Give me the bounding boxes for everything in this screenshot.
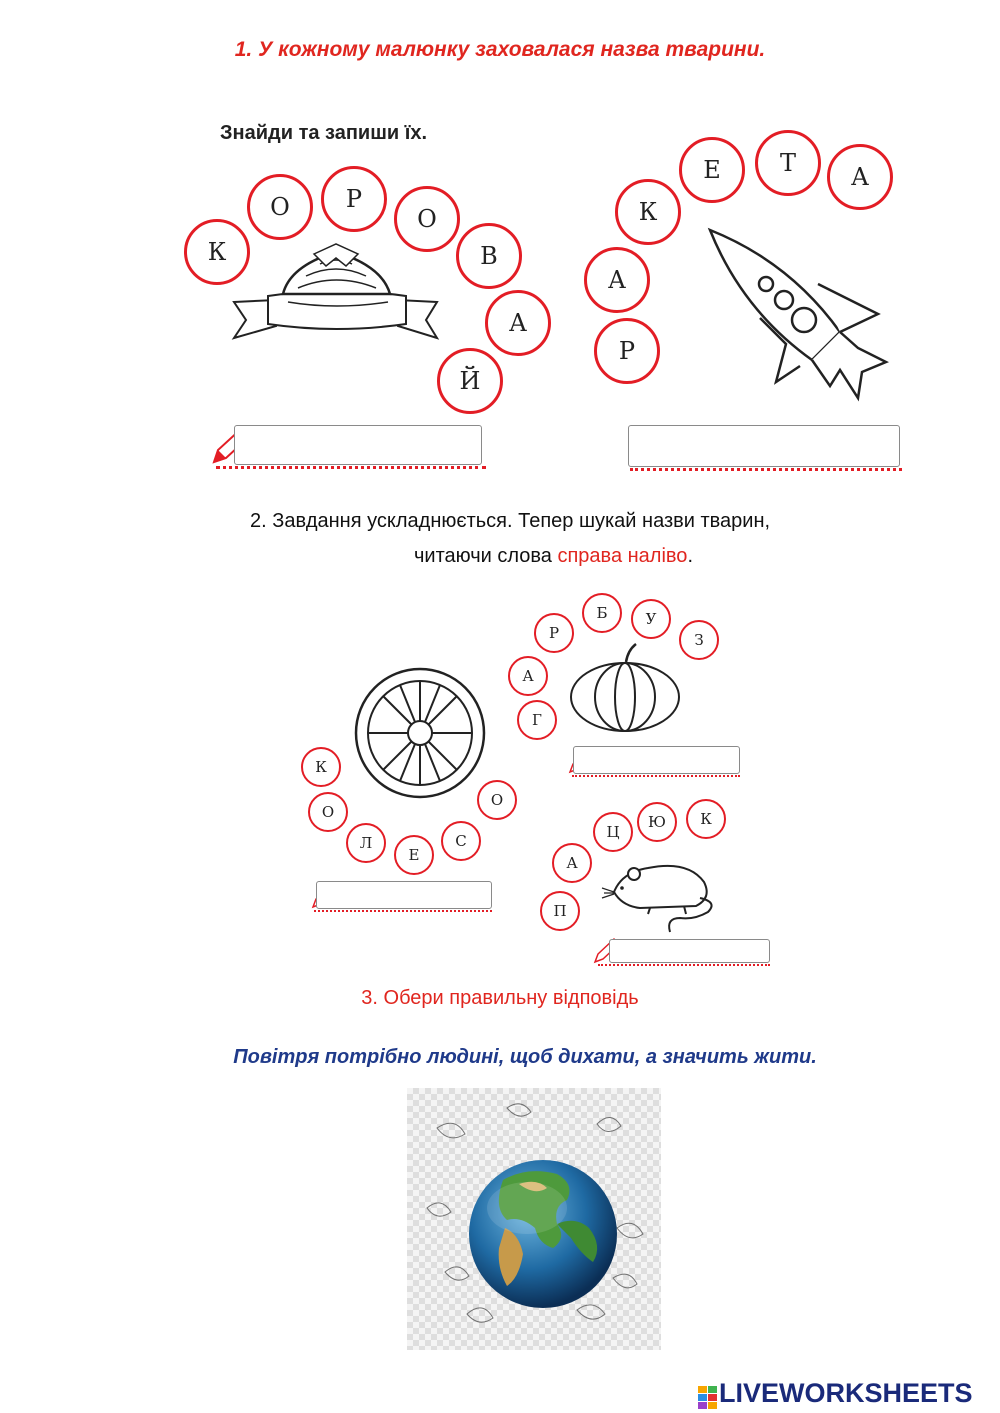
- task2-instruction-line1: 2. Завдання ускладнюється. Тепер шукай назви тварин,: [250, 510, 771, 532]
- answer-field-4[interactable]: [316, 881, 492, 909]
- letter-circle: А: [584, 247, 650, 313]
- letter-circle: У: [631, 599, 671, 639]
- letter-circle: А: [552, 843, 592, 883]
- liveworksheets-logo: [697, 1378, 973, 1412]
- letter-circle: К: [686, 799, 726, 839]
- earth-globe-illustration: [407, 1088, 661, 1350]
- earth-image: [407, 1088, 661, 1350]
- letter-circle: П: [540, 891, 580, 931]
- pumpkin-illustration: [566, 640, 684, 734]
- answer-field-5[interactable]: [609, 939, 770, 963]
- letter-circle: О: [247, 174, 313, 240]
- letter-circle: В: [456, 223, 522, 289]
- cake-illustration: [228, 236, 443, 346]
- letter-circle: Й: [437, 348, 503, 414]
- dotted-line: [314, 910, 492, 912]
- letter-circle: Ю: [637, 802, 677, 842]
- task2-instruction-line2: читаючи слова справа наліво.: [414, 545, 693, 567]
- answer-field-1[interactable]: [234, 425, 482, 465]
- dotted-line: [598, 964, 770, 966]
- letter-circle: О: [308, 792, 348, 832]
- letter-circle: З: [679, 620, 719, 660]
- task3-statement: Повітря потрібно людині, щоб дихати, а значить жити.: [233, 1046, 817, 1068]
- task2-highlight: справа наліво: [557, 545, 688, 567]
- mouse-illustration: [600, 852, 722, 936]
- dotted-line: [216, 466, 486, 469]
- letter-circle: Р: [594, 318, 660, 384]
- letter-circle: Е: [679, 137, 745, 203]
- letter-circle: Т: [755, 130, 821, 196]
- letter-circle: К: [615, 179, 681, 245]
- task1-subtitle: Знайди та запиши їх.: [220, 122, 428, 144]
- logo-icon: [697, 1384, 719, 1412]
- task1-title: 1. У кожному малюнку заховалася назва тварини.: [234, 38, 766, 61]
- wheel-illustration: [352, 665, 488, 801]
- dotted-line: [572, 775, 740, 777]
- task3-title: 3. Обери правильну відповідь: [361, 987, 639, 1009]
- letter-circle: О: [477, 780, 517, 820]
- rocket-illustration: [700, 222, 895, 417]
- letter-circle: А: [485, 290, 551, 356]
- letter-circle: А: [508, 656, 548, 696]
- letter-circle: Ц: [593, 812, 633, 852]
- logo-text: LIVEWORKSHEETS: [719, 1378, 973, 1408]
- letter-circle: К: [184, 219, 250, 285]
- letter-circle: Г: [517, 700, 557, 740]
- letter-circle: О: [394, 186, 460, 252]
- dotted-line: [630, 468, 902, 471]
- letter-circle: Б: [582, 593, 622, 633]
- answer-field-3[interactable]: [573, 746, 740, 774]
- letter-circle: Р: [534, 613, 574, 653]
- letter-circle: К: [301, 747, 341, 787]
- letter-circle: С: [441, 821, 481, 861]
- answer-field-2[interactable]: [628, 425, 900, 467]
- letter-circle: Е: [394, 835, 434, 875]
- letter-circle: Р: [321, 166, 387, 232]
- letter-circle: А: [827, 144, 893, 210]
- letter-circle: Л: [346, 823, 386, 863]
